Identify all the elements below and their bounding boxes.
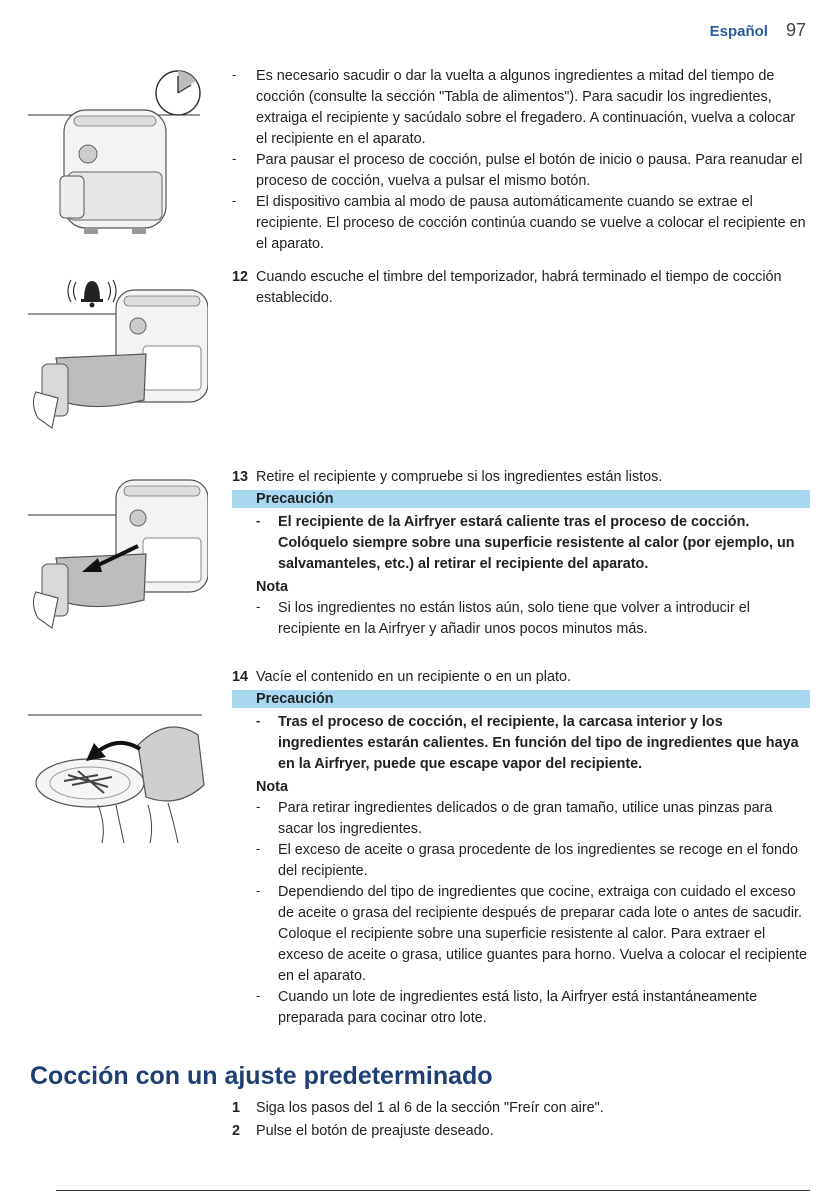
note-item: - El exceso de aceite o grasa procedente de los ingredientes se recoge en el fondo del recipiente. xyxy=(256,840,810,882)
airfryer-timer-illustration xyxy=(28,68,208,238)
section-title: Cocción con un ajuste predeterminado xyxy=(30,1062,493,1090)
list-item: - Es necesario sacudir o dar la vuelta a algunos ingredientes a mitad del tiempo de cocción (consulte la sección "Tabla de alimentos"). Para sacudir los ingredientes, extraiga el recipiente y sacúdalo sobre el fregadero. A continuación, vuelva a colocar el recipiente en el aparato. xyxy=(232,66,810,150)
step-text: Siga los pasos del 1 al 6 de la sección "Freír con aire". xyxy=(256,1100,604,1116)
clock-icon xyxy=(156,71,200,115)
preset-step xyxy=(232,1098,810,1119)
step-text: Retire el recipiente y compruebe si los ingredientes están listos. xyxy=(256,469,663,485)
preset-steps xyxy=(232,1098,810,1142)
bell-icon xyxy=(68,280,116,308)
step-number: 1 xyxy=(232,1100,241,1116)
step-text: Pulse el botón de preajuste deseado. xyxy=(256,1123,494,1139)
note-item: - Si los ingredientes no están listos aún, solo tiene que volver a introducir el recipiente en la Airfryer y añadir unos pocos minutos más. xyxy=(256,598,810,640)
step-12 xyxy=(232,267,810,309)
step-text: Vacíe el contenido en un recipiente o en un plato. xyxy=(256,669,571,685)
curved-arrow-icon xyxy=(86,743,140,761)
note-label: Nota xyxy=(256,779,288,795)
note-item: - Cuando un lote de ingredientes está listo, la Airfryer está instantáneamente preparada para cocinar otro lote. xyxy=(256,987,810,1029)
step-text: Cuando escuche el timbre del temporizador, habrá terminado el tiempo de cocción establecido. xyxy=(256,269,782,306)
step-number: 14 xyxy=(232,669,249,685)
note-item: - Dependiendo del tipo de ingredientes que cocine, extraiga con cuidado el exceso de aceite o grasa del recipiente después de preparar cada lote o antes de sacudir. Coloque el recipiente sobre una superficie resistente al calor. Para extraer el exceso de aceite o grasa, utilice guantes para horno. Vuelva a colocar el recipiente en el aparato. xyxy=(256,882,810,987)
basket-removal-illustration xyxy=(28,468,208,638)
step-number: 12 xyxy=(232,269,249,285)
list-item: - Para pausar el proceso de cocción, pulse el botón de inicio o pausa. Para reanudar el proceso de cocción, vuelva a pulsar el mismo botón. xyxy=(232,150,810,192)
step-number: 13 xyxy=(232,469,249,485)
caution-item: - Tras el proceso de cocción, el recipiente, la carcasa interior y los ingredientes estarán calientes. En función del tipo de ingredientes que haya en la Airfryer, puede que escape vapor del recipiente. xyxy=(256,712,810,775)
step-number: 2 xyxy=(232,1123,241,1139)
page-header xyxy=(710,20,806,41)
page-number: 97 xyxy=(785,20,806,40)
preset-step xyxy=(232,1121,810,1142)
emptying-basket-illustration xyxy=(28,705,208,845)
note-item: - Para retirar ingredientes delicados o de gran tamaño, utilice unas pinzas para sacar los ingredientes. xyxy=(256,798,810,840)
language-label: Español xyxy=(709,23,768,40)
caution-label: Precaución xyxy=(232,690,810,708)
top-bullet-list xyxy=(232,66,810,255)
caution-item: - El recipiente de la Airfryer estará caliente tras el proceso de cocción. Colóquelo siempre sobre una superficie resistente al calor (por ejemplo, un salvamanteles, etc.) al retirar el recipiente del aparato. xyxy=(256,512,810,575)
airfryer-bell-illustration xyxy=(28,268,208,438)
note-label: Nota xyxy=(256,579,288,595)
list-item: - El dispositivo cambia al modo de pausa automáticamente cuando se extrae el recipiente. El proceso de cocción continúa cuando se vuelve a colocar el recipiente en el aparato. xyxy=(232,192,810,255)
caution-label: Precaución xyxy=(232,490,810,508)
step-13 xyxy=(232,467,810,640)
step-14 xyxy=(232,667,810,1029)
